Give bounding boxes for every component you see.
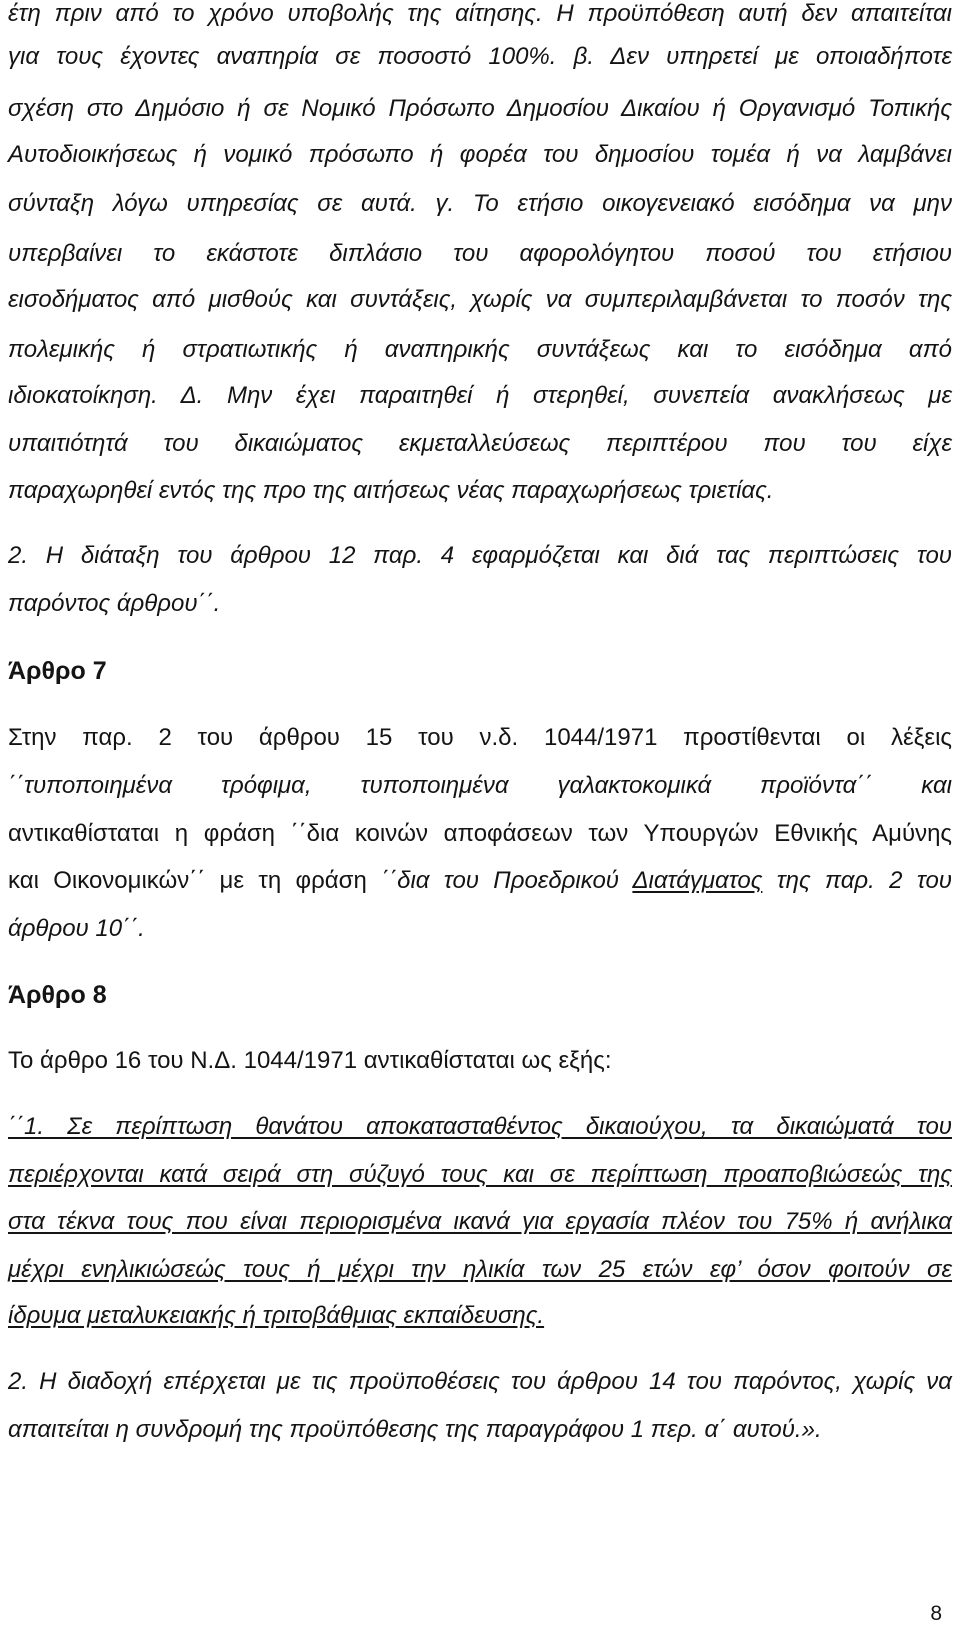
text-line: ίδρυμα μεταλυκειακής ή τριτοβάθμιας εκπαίδευσης.	[8, 1302, 545, 1329]
text-line: υπερβαίνει το εκάστοτε διπλάσιο του αφορολόγητου ποσού του ετήσιου	[8, 240, 952, 267]
text-line: απαιτείται η συνδρομή της προϋπόθεσης της παραγράφου 1 περ. α΄ αυτού.».	[8, 1416, 822, 1443]
text-line: για τους έχοντες αναπηρία σε ποσοστό 100%. β. Δεν υπηρετεί με οποιαδήποτε	[8, 43, 952, 70]
text-line: 2. Η διαδοχή επέρχεται με τις προϋποθέσεις του άρθρου 14 του παρόντος, χωρίς να	[8, 1368, 952, 1395]
text-line: σχέση στο Δημόσιο ή σε Νομικό Πρόσωπο Δημοσίου Δικαίου ή Οργανισμό Τοπικής	[8, 95, 952, 122]
article-heading: Άρθρο 8	[8, 981, 107, 1009]
text-line: υπαιτιότητά του δικαιώματος εκμεταλλεύσεως περιπτέρου που του είχε	[8, 430, 952, 457]
text-line: ιδιοκατοίκηση. Δ. Μην έχει παραιτηθεί ή στερηθεί, συνεπεία ανακλήσεως με	[8, 382, 952, 409]
text-line: παραχωρηθεί εντός της προ της αιτήσεως νέας παραχωρήσεως τριετίας.	[8, 477, 774, 504]
text-line: Το άρθρο 16 του Ν.Δ. 1044/1971 αντικαθίσταται ως εξής:	[8, 1047, 612, 1074]
text-line: σύνταξη λόγω υπηρεσίας σε αυτά. γ. Το ετήσιο οικογενειακό εισόδημα να μην	[8, 190, 952, 217]
text-line: ΄΄τυποποιημένα τρόφιμα, τυποποιημένα γαλακτοκομικά προϊόντα΄΄ και	[8, 772, 952, 799]
text-line: παρόντος άρθρου΄΄.	[8, 590, 221, 617]
text-segment: και Οικονομικών΄΄ με τη φράση	[8, 867, 382, 894]
text-line: στα τέκνα τους που είναι περιορισμένα ικανά για εργασία πλέον του 75% ή ανήλικα	[8, 1208, 952, 1235]
page-number: 8	[930, 1602, 942, 1625]
text-segment: Διατάγματος	[632, 867, 763, 894]
text-line: έτη πριν από το χρόνο υποβολής της αίτησης. Η προϋπόθεση αυτή δεν απαιτείται	[8, 0, 952, 27]
text-line: Στην παρ. 2 του άρθρου 15 του ν.δ. 1044/1971 προστίθενται οι λέξεις	[8, 724, 952, 751]
text-line: εισοδήματος από μισθούς και συντάξεις, χωρίς να συμπεριλαμβάνεται το ποσόν της	[8, 286, 952, 313]
text-segment: της παρ. 2 του	[762, 867, 953, 894]
text-line: περιέρχονται κατά σειρά στη σύζυγό τους και σε περίπτωση προαποβιώσεώς της	[8, 1161, 952, 1188]
text-line: ΄΄1. Σε περίπτωση θανάτου αποκατασταθέντος δικαιούχου, τα δικαιώματά του	[8, 1113, 952, 1140]
text-line: αντικαθίσταται η φράση ΄΄δια κοινών αποφάσεων των Υπουργών Εθνικής Αμύνης	[8, 820, 952, 847]
article-heading: Άρθρο 7	[8, 657, 107, 685]
text-line: μέχρι ενηλικιώσεώς τους ή μέχρι την ηλικία των 25 ετών εφ’ όσον φοιτούν σε	[8, 1256, 952, 1283]
text-line: Αυτοδιοικήσεως ή νομικό πρόσωπο ή φορέα του δημοσίου τομέα ή να λαμβάνει	[8, 141, 952, 168]
text-segment: ΄΄δια του Προεδρικού	[381, 867, 633, 894]
text-line	[8, 867, 952, 897]
text-line: πολεμικής ή στρατιωτικής ή αναπηρικής συντάξεως και το εισόδημα από	[8, 336, 952, 363]
text-line: 2. Η διάταξη του άρθρου 12 παρ. 4 εφαρμόζεται και διά τας περιπτώσεις του	[8, 542, 952, 569]
text-line: άρθρου 10΄΄.	[8, 915, 145, 942]
